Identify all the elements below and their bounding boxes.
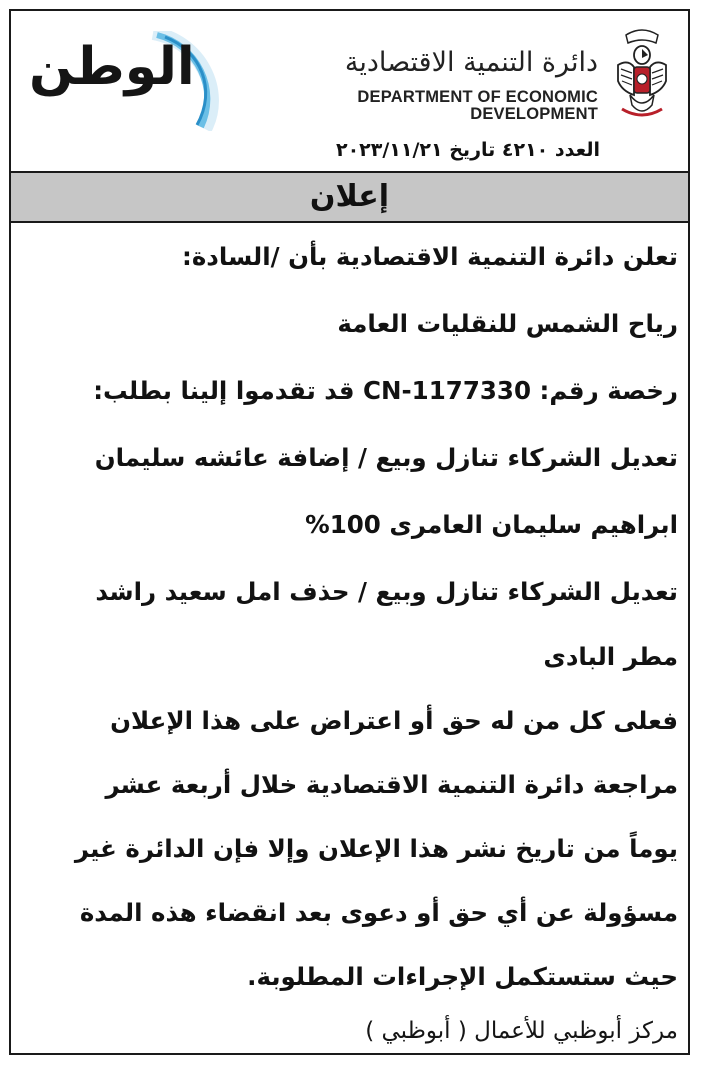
notice-line: يوماً من تاريخ نشر هذا الإعلان وإلا فإن الدائرة غير [74, 834, 678, 863]
notice-line: مسؤولة عن أي حق أو دعوى بعد انقضاء هذه المدة [79, 898, 678, 927]
department-name-english: DEPARTMENT OF ECONOMIC DEVELOPMENT [357, 88, 598, 123]
notice-line: مراجعة دائرة التنمية الاقتصادية خلال أربعة عشر [105, 770, 678, 799]
header [11, 11, 688, 136]
title-bar [11, 171, 688, 223]
issue-number-date: العدد ٤٢١٠ تاريخ ٢٠٢٣/١١/٢١ [335, 139, 600, 161]
abu-dhabi-falcon-emblem-icon [612, 25, 672, 125]
notice-line: رخصة رقم: CN-1177330 قد تقدموا إلينا بطلب: [93, 376, 678, 405]
notice-line: حيث ستستكمل الإجراءات المطلوبة. [247, 962, 678, 991]
notice-line: تعديل الشركاء تنازل وبيع / حذف امل سعيد راشد [95, 577, 678, 606]
notice-line: رياح الشمس للنقليات العامة [337, 309, 678, 338]
notice-line: تعديل الشركاء تنازل وبيع / إضافة عائشه سليمان [94, 443, 678, 472]
notice-line: مطر البادى [543, 642, 678, 671]
notice-title: إعلان [309, 179, 390, 214]
department-name-arabic: دائرة التنمية الاقتصادية [344, 47, 598, 78]
notice-line: ابراهيم سليمان العامرى 100% [305, 510, 678, 539]
notice-line: فعلى كل من له حق أو اعتراض على هذا الإعلان [110, 706, 678, 735]
notice-body [19, 223, 678, 1009]
notice-line: تعلن دائرة التنمية الاقتصادية بأن /السادة: [182, 242, 678, 271]
notice-frame [9, 9, 690, 1055]
newspaper-name: الوطن [29, 37, 195, 97]
issuing-office: مركز أبوظبي للأعمال ( أبوظبي ) [365, 1018, 678, 1044]
